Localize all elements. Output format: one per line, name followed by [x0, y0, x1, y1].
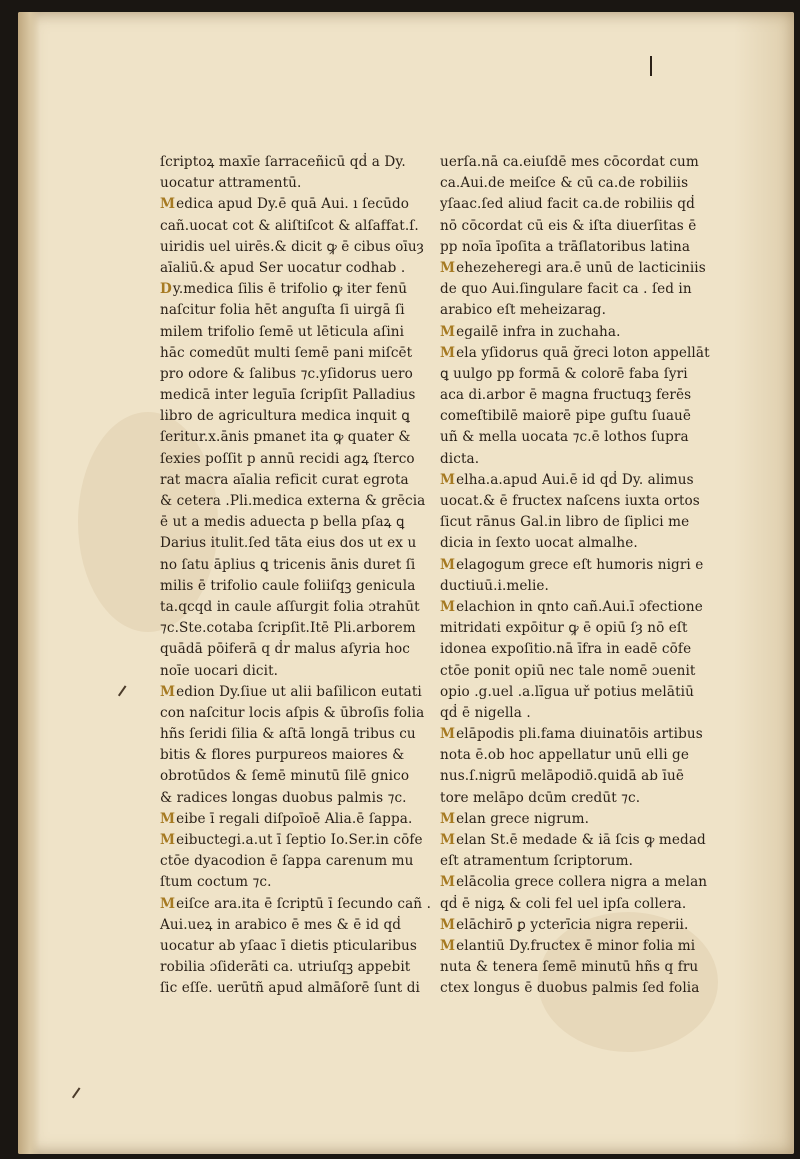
text-line	[160, 322, 460, 343]
text-line	[440, 894, 730, 915]
line-text: idonea expoſitio.nā īfra in eadē cōfe	[440, 641, 692, 658]
rubricated-initial: M	[440, 344, 456, 361]
line-text: elāchirō ꝑ ycterīcia nigra reperii.	[456, 916, 689, 933]
line-text: elan St.ē medade & iā ſcis ꝙ medad	[456, 832, 706, 848]
line-text: uocatur ab yſaac ī dietis pticularibus	[160, 937, 417, 954]
book-page	[18, 12, 794, 1154]
line-text: ſicut rānus Gal.in libro de ſiplici me	[440, 514, 690, 531]
text-line	[440, 152, 730, 173]
text-line	[440, 216, 730, 237]
rubricated-initial: M	[440, 874, 456, 891]
text-line	[160, 406, 460, 427]
text-line	[160, 809, 460, 830]
line-text: medicā inter leguīa ſcripſit Palladius	[160, 387, 416, 404]
line-text: & cetera .Pli.medica externa & grēcia	[160, 493, 426, 509]
line-text: eibe ī regali diſpoīoē Alia.ē ſappa.	[176, 810, 413, 827]
text-line	[440, 343, 730, 364]
rubricated-initial: M	[440, 323, 456, 340]
text-line	[440, 872, 730, 893]
right-text-column	[440, 152, 730, 1000]
line-text: & radices longas duobus palmis ⁊c.	[160, 789, 407, 806]
text-line	[440, 745, 730, 766]
margin-stroke-mark	[650, 56, 652, 76]
text-line	[160, 957, 460, 978]
text-line	[440, 406, 730, 427]
text-line	[160, 872, 460, 893]
text-line	[440, 427, 730, 448]
text-line	[440, 830, 730, 851]
line-text: elha.a.apud Aui.ē id qḋ Dy. alimus	[456, 471, 694, 488]
text-line	[160, 216, 460, 237]
text-line	[440, 533, 730, 554]
line-text: obrotūdos & ſemē minutū ſilē gnico	[160, 768, 410, 785]
text-line	[160, 745, 460, 766]
text-line	[160, 491, 460, 512]
line-text: milis ē trifolio caule foliiſqꝫ genicula	[160, 577, 416, 594]
text-line	[440, 682, 730, 703]
line-text: eſt atramentum ſcriptorum.	[440, 853, 634, 870]
line-text: comeſtibilē maiorē pipe guſtu ſuauē	[440, 408, 692, 425]
text-line	[440, 237, 730, 258]
text-line	[440, 258, 730, 279]
line-text: tore melāpo dcūm credūt ⁊c.	[440, 789, 641, 806]
text-line	[160, 385, 460, 406]
rubricated-initial: M	[160, 196, 176, 213]
line-text: ꝗ uulgo pp formā & colorē faba ſyri	[440, 365, 688, 382]
text-line	[440, 470, 730, 491]
line-text: eibuctegi.a.ut ī ſeptio Io.Ser.in cōfe	[176, 832, 423, 848]
line-text: egailē infra in zuchaha.	[456, 323, 621, 340]
text-line	[440, 385, 730, 406]
rubricated-initial: M	[440, 810, 456, 827]
text-line	[440, 173, 730, 194]
line-text: robilia ɔſiderāti ca. utriuſqꝫ appebit	[160, 959, 411, 976]
text-line	[160, 512, 460, 533]
line-text: mitridati expōitur ꝙ ē opiū ſȝ nō eſt	[440, 620, 688, 637]
text-line	[160, 194, 460, 215]
line-text: ta.qcqd in caule aſſurgit folia ɔtrahūt	[160, 598, 420, 615]
text-line	[440, 618, 730, 639]
rubricated-initial: M	[160, 895, 176, 912]
line-text: uerſa.nā ca.eiuſdē mes cōcordat cum	[440, 154, 699, 170]
text-line	[160, 851, 460, 872]
text-line	[440, 194, 730, 215]
text-line	[160, 449, 460, 470]
text-line	[160, 533, 460, 554]
text-line	[160, 343, 460, 364]
line-text: hñs ſeridi ſilia & aſtā longā tribus cu	[160, 726, 416, 743]
text-line	[160, 173, 460, 194]
line-text: pp noīa īpoſita a trāſlatoribus latina	[440, 238, 691, 255]
page-left-edge	[18, 12, 40, 1154]
line-text: nus.ſ.nigrū melāpodiō.quidā ab īuē	[440, 768, 684, 785]
line-text: uocatur attramentū.	[160, 175, 302, 192]
rubricated-initial: M	[440, 259, 456, 276]
line-text: hāc comedūt multi ſemē pani miſcēt	[160, 344, 413, 361]
line-text: y.medica ſilis ē trifolio ꝙ iter fenū	[172, 281, 408, 298]
line-text: rat macra aīalia reficit curat egrota	[160, 471, 409, 488]
text-line	[160, 830, 460, 851]
line-text: arabico eſt meheizarag.	[440, 302, 607, 319]
line-text: edion Dy.ſiue ut alii baſilicon eutati	[176, 683, 422, 700]
line-text: ela yſidorus quā ğreci loton appellāt	[456, 344, 710, 361]
text-line	[440, 978, 730, 999]
text-line	[440, 851, 730, 872]
line-text: nota ē.ob hoc appellatur unū elli ge	[440, 747, 690, 764]
text-line	[160, 364, 460, 385]
line-text: quādā pōiferā q ḋr malus aſyria hoc	[160, 641, 410, 658]
text-line	[440, 300, 730, 321]
text-line	[440, 957, 730, 978]
text-line	[440, 639, 730, 660]
line-text: ſeritur.x.ānis pmanet ita ꝙ quater &	[160, 429, 411, 446]
text-line	[440, 491, 730, 512]
text-line	[440, 936, 730, 957]
rubricated-initial: M	[440, 471, 456, 488]
line-text: ehezeheregi ara.ē unū de lacticiniis	[456, 259, 706, 276]
page-spine-shadow	[734, 12, 794, 1154]
line-text: aca di.arbor ē magna fructuqꝫ ferēs	[440, 387, 692, 404]
text-line	[160, 978, 460, 999]
text-line	[440, 597, 730, 618]
margin-pen-mark	[72, 1087, 80, 1098]
line-text: ſtum coctum ⁊c.	[160, 874, 272, 891]
rubricated-initial: M	[440, 937, 456, 954]
line-text: nō cōcordat cū eis & iſta diuerſitas ē	[440, 217, 697, 234]
text-line	[440, 279, 730, 300]
line-text: ſexies poſſit p annū recidi agꝝ ſterco	[160, 450, 415, 467]
line-text: ē ut a medis aduecta p bella pſaꝝ ꝗ	[160, 514, 405, 531]
line-text: uiridis uel uirēs.& dicit ꝙ ē cibus oīuȝ	[160, 238, 424, 255]
text-line	[440, 512, 730, 533]
line-text: ſic eſſe. uerūtñ apud almāſorē ſunt di	[160, 980, 420, 997]
line-text: dicia in ſexto uocat almalhe.	[440, 535, 638, 552]
line-text: Darius itulit.ſed tāta eius dos ut ex u	[160, 535, 417, 552]
text-line	[160, 936, 460, 957]
line-text: de quo Aui.ſingulare facit ca . ſed in	[440, 281, 692, 298]
text-line	[160, 237, 460, 258]
line-text: elāpodis pli.fama diuinatōis artibus	[456, 726, 703, 743]
text-line	[160, 279, 460, 300]
text-line	[160, 300, 460, 321]
text-line	[440, 809, 730, 830]
line-text: elantiū Dy.fructex ē minor folia mi	[456, 937, 696, 954]
line-text: eiſce ara.ita ē ſcriptū ī ſecundo cañ .	[176, 895, 432, 912]
text-line	[160, 152, 460, 173]
line-text: elachion in qnto cañ.Aui.ī ɔfectione	[456, 598, 703, 615]
text-line	[160, 427, 460, 448]
line-text: aīaliū.& apud Ser uocatur codhab .	[160, 259, 406, 276]
line-text: ductiuū.i.melie.	[440, 577, 549, 594]
rubricated-initial: M	[440, 556, 456, 573]
text-line	[160, 576, 460, 597]
text-line	[440, 788, 730, 809]
text-line	[440, 766, 730, 787]
line-text: qḋ ē nigꝝ & coli fel uel ipſa collera.	[440, 895, 687, 912]
rubricated-initial: M	[440, 726, 456, 743]
text-line	[440, 322, 730, 343]
line-text: elagogum grece eſt humoris nigri e	[456, 556, 704, 573]
left-text-column	[160, 152, 460, 1000]
text-line	[160, 661, 460, 682]
line-text: cañ.uocat cot & aliſtiſcot & alſaffat.ſ.	[160, 217, 419, 234]
line-text: libro de agricultura medica inquit ꝗ	[160, 408, 410, 425]
line-text: ctex longus ē duobus palmis ſed folia	[440, 980, 700, 997]
line-text: elan grece nigrum.	[456, 810, 590, 827]
rubricated-initial: D	[160, 281, 172, 298]
text-line	[440, 576, 730, 597]
line-text: Aui.ueꝝ in arabico ē mes & ē id qḋ	[160, 916, 402, 933]
line-text: pro odore & ſalibus ⁊c.yſidorus uero	[160, 365, 413, 382]
rubricated-initial: M	[160, 810, 176, 827]
line-text: bitis & flores purpureos maiores &	[160, 747, 405, 764]
text-line	[160, 258, 460, 279]
rubricated-initial: M	[160, 832, 176, 848]
line-text: naſcitur folia hēt anguſta ſi uirgā ſi	[160, 302, 405, 319]
text-line	[440, 364, 730, 385]
line-text: ſcriptoꝝ maxīe ſarraceñicū qḋ a Dy.	[160, 154, 406, 170]
margin-pen-mark	[118, 685, 126, 696]
text-line	[160, 555, 460, 576]
text-line	[160, 766, 460, 787]
rubricated-initial: M	[160, 683, 176, 700]
text-line	[160, 788, 460, 809]
text-line	[160, 915, 460, 936]
line-text: yſaac.ſed aliud facit ca.de robiliis qḋ	[440, 196, 695, 213]
text-line	[440, 724, 730, 745]
text-line	[440, 915, 730, 936]
line-text: ca.Aui.de meiſce & cū ca.de robiliis	[440, 175, 689, 192]
line-text: qḋ ē nigella .	[440, 704, 531, 721]
line-text: ctōe ponit opiū nec tale nomē ɔuenit	[440, 662, 696, 679]
line-text: con naſcitur locis aſpis & ūbroſis folia	[160, 704, 425, 721]
line-text: edica apud Dy.ē quā Aui. ı ſecūdo	[176, 196, 410, 213]
text-line	[160, 597, 460, 618]
rubricated-initial: M	[440, 916, 456, 933]
text-line	[160, 724, 460, 745]
rubricated-initial: M	[440, 598, 456, 615]
text-line	[440, 703, 730, 724]
text-line	[160, 470, 460, 491]
text-line	[440, 449, 730, 470]
line-text: dicta.	[440, 450, 480, 467]
line-text: elācolia grece collera nigra a melan	[456, 874, 708, 891]
line-text: ⁊c.Ste.cotaba ſcripſit.Itē Pli.arborem	[160, 620, 416, 637]
rubricated-initial: M	[440, 832, 456, 848]
line-text: nuta & tenera ſemē minutū hñs q fru	[440, 959, 699, 976]
line-text: ctōe dyacodion ē ſappa carenum mu	[160, 853, 414, 870]
line-text: uocat.& ē fructex naſcens iuxta ortos	[440, 493, 700, 509]
line-text: milem trifolio ſemē ut lēticula aſini	[160, 323, 405, 340]
text-line	[160, 682, 460, 703]
text-line	[160, 639, 460, 660]
text-line	[440, 661, 730, 682]
text-line	[160, 703, 460, 724]
text-line	[440, 555, 730, 576]
text-line	[160, 618, 460, 639]
line-text: no ſatu āplius ꝗ tricenis ānis duret ſi	[160, 556, 416, 573]
text-line	[160, 894, 460, 915]
line-text: opio .g.uel .a.līgua uř potius melātiū	[440, 683, 694, 700]
line-text: uñ & mella uocata ⁊c.ē lothos ſupra	[440, 429, 689, 446]
line-text: noīe uocari dicit.	[160, 662, 279, 679]
